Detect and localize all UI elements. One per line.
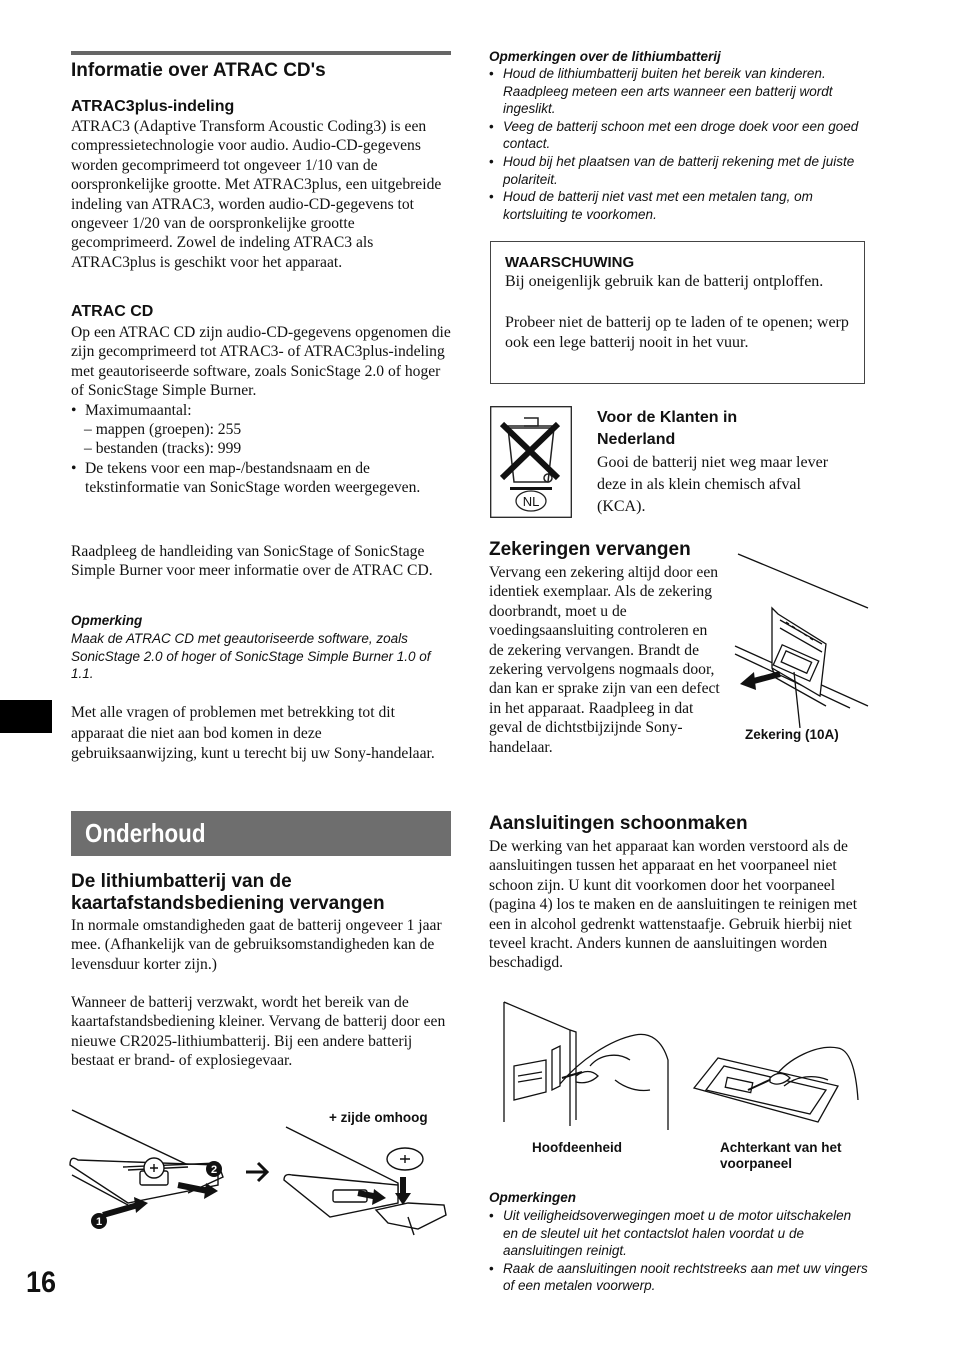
lithium-notes-title: Opmerkingen over de lithiumbatterij: [489, 49, 721, 64]
onderhoud-banner: [71, 811, 451, 856]
battery-replacement-illustration: [68, 1105, 453, 1245]
fuse-body: Vervang een zekering altijd door een identiek exemplaar. Als de zekering doorbrandt, moet u de voedingsaansluiting controleren en de zekering vervangen. Brandt de zekering vervolgens nogmaals door, dan kan er sprake zijn van een defect in het apparaat. Raadpleeg in dat geval de dichtstbijzijnde Sony-handelaar.: [489, 564, 720, 756]
warning-line1: Bij oneigenlijk gebruik kan de batterij ontploffen.: [505, 273, 824, 290]
folders-count: – mappen (groepen): 255: [84, 421, 242, 439]
list-item: • Uit veiligheidsoverwegingen moet u de motor uitschakelen en de sleutel uit het contactslot halen voordat u de aansluitingen reinigt.: [489, 1207, 869, 1260]
list-item: [71, 401, 451, 420]
page-number: 16: [26, 1266, 57, 1299]
fuse-caption: Zekering (10A): [745, 727, 839, 742]
side-up-label: + zijde omhoog: [329, 1110, 428, 1125]
atrac-cd-title: ATRAC CD: [71, 303, 154, 320]
list-item: • Veeg de batterij schoon met een droge doek voor een goed contact.: [489, 118, 869, 153]
next-arrow-icon: [246, 1163, 267, 1181]
note-body: Maak de ATRAC CD met geautoriseerde software, zoals SonicStage 2.0 of hoger of SonicStage Simple Burner 1.0 of 1.1.: [71, 631, 431, 682]
atrac-cd-block: [71, 323, 451, 498]
clean-body: De werking van het apparaat kan worden verstoord als de aansluitingen tussen het apparaat en het voorpaneel niet schoon zijn. U kunt dit voorkomen door het voorpaneel (pagina 4) los te maken en de aansluitingen te reinigen met een in alcohol gedrenkt wattenstaafje. Gebruik hierbij niet teveel kracht. Anders kunnen de aansluitingen worden beschadigd.: [489, 838, 858, 972]
nl-body: Gooi de batterij niet weg maar lever deze in als klein chemisch afval (KCA).: [597, 454, 829, 515]
section-rule: [71, 51, 451, 55]
nl-badge: NL: [522, 494, 540, 509]
list-item: [71, 459, 451, 498]
cleaning-main-unit-illustration: [500, 1000, 675, 1130]
atrac-cd-body: Op een ATRAC CD zijn audio-CD-gegevens opgenomen die zijn gecomprimeerd tot ATRAC3- of ATRAC3plus-indeling met geautoriseerde software, zoals SonicStage 2.0 of hoger of SonicStage Simple Burner.: [71, 324, 451, 400]
lithium-notes-list: [489, 65, 869, 223]
page-side-tab: [0, 700, 52, 733]
battery-title: De lithiumbatterij van de kaartafstandsbediening vervangen: [71, 871, 385, 914]
cleaning-front-panel-illustration: [688, 1030, 863, 1130]
list-item: • Houd de lithiumbatterij buiten het bereik van kinderen. Raadpleeg meteen een arts wanneer een batterij wordt ingeslikt.: [489, 65, 869, 118]
battery-para1: In normale omstandigheden gaat de batterij ongeveer 1 jaar mee. (Afhankelijk van de gebruiksomstandigheden kan de levensduur korter zijn.): [71, 917, 442, 973]
caption-front-panel-back: Achterkant van het voorpaneel: [720, 1140, 842, 1171]
tracks-count: – bestanden (tracks): 999: [84, 440, 242, 458]
note-title: Opmerking: [71, 613, 143, 628]
step2-label: 2: [210, 1164, 218, 1176]
atrac3plus-body: ATRAC3 (Adaptive Transform Acoustic Coding3) is een compressietechnologie voor audio. Audio-CD-gegevens worden gecomprimeerd tot ongeveer 1/10 van de oorspronkelijke grootte. Met ATRAC3plus, een uitgebreide indeling van ATRAC3, worden audio-CD-gegevens tot ongeveer 1/20 van de oorspronkelijke grootte gecomprimeerd. Zowel de indeling ATRAC3 als ATRAC3plus is geschikt voor het apparaat.: [71, 118, 442, 271]
banner-title: Onderhoud: [85, 818, 206, 848]
atrac3plus-title: ATRAC3plus-indeling: [71, 98, 235, 115]
battery-para2: Wanneer de batterij verzwakt, wordt het bereik van de kaartafstandsbediening kleiner. Vervang de batterij door een nieuwe CR2025-lithiumbatterij. Bij een andere batterij bestaat er brand- of explosiegevaar.: [71, 994, 446, 1070]
atrac-refer: Raadpleeg de handleiding van SonicStage of SonicStage Simple Burner voor meer informatie over de ATRAC CD.: [71, 543, 433, 580]
list-item: • Houd de batterij niet vast met een metalen tang, om kortsluiting te voorkomen.: [489, 188, 869, 223]
warning-title: WAARSCHUWING: [505, 254, 635, 271]
list-item: • Raak de aansluitingen nooit rechtstreeks aan met uw vingers of een metalen voorwerp.: [489, 1260, 869, 1295]
warning-box: [490, 241, 865, 384]
fuse-title: Zekeringen vervangen: [489, 539, 691, 560]
warning-line2: Probeer niet de batterij op te laden of te openen; werp ook een lege batterij nooit in het vuur.: [505, 314, 849, 352]
chars-text: De tekens voor een map-/bestandsnaam en de tekstinformatie van SonicStage worden weergegeven.: [85, 459, 421, 497]
nl-title: Voor de Klanten in Nederland: [597, 409, 738, 448]
fuse-illustration: [730, 548, 870, 728]
list-item: • Houd bij het plaatsen van de batterij rekening met de juiste polariteit.: [489, 153, 869, 188]
max-count-label: Maximumaantal:: [85, 401, 192, 419]
caption-main-unit: Hoofdeenheid: [532, 1140, 622, 1155]
dealer-text: Met alle vragen of problemen met betrekking tot dit apparaat die niet aan bod komen in deze gebruiksaanwijzing, kunt u terecht bij uw Sony-handelaar.: [71, 704, 435, 763]
no-bin-recycling-icon: [490, 406, 572, 518]
step1-label: 1: [95, 1216, 103, 1228]
arrow-push: [103, 1205, 138, 1215]
final-notes-list: [489, 1207, 869, 1295]
atrac-heading: Informatie over ATRAC CD's: [71, 60, 326, 81]
final-notes-title: Opmerkingen: [489, 1190, 577, 1205]
clean-title: Aansluitingen schoonmaken: [489, 813, 748, 834]
front-panel: [694, 1058, 838, 1122]
